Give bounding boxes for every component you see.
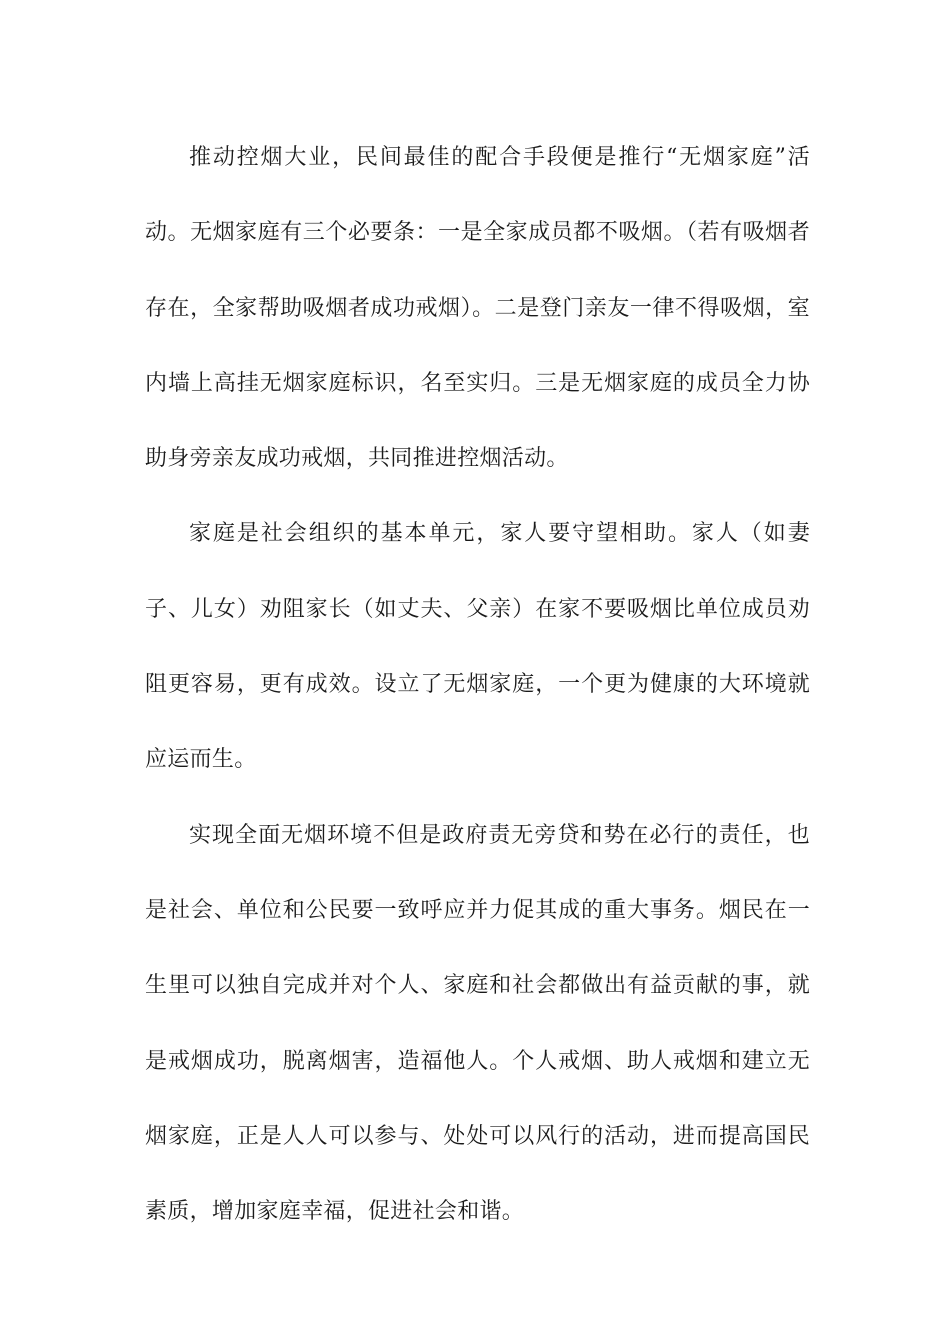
paragraph-3: 实现全面无烟环境不但是政府责无旁贷和势在必行的责任，也是社会、单位和公民要一致呼应并力促其成的重大事务。烟民在一生里可以独自完成并对个人、家庭和社会都做出有益贡献的事，就是戒烟成功，脱离烟害，造福他人。个人戒烟、助人戒烟和建立无烟家庭，正是人人可以参与、处处可以风行的活动，进而提高国民素质，增加家庭幸福，促进社会和谐。 [145, 822, 810, 1225]
paragraph-2: 家庭是社会组织的基本单元，家人要守望相助。家人（如妻子、儿女）劝阻家长（如丈夫、父亲）在家不要吸烟比单位成员劝阻更容易，更有成效。设立了无烟家庭，一个更为健康的大环境就应运而生。 [145, 521, 810, 773]
document-body [145, 120, 810, 1249]
paragraph-1: 推动控烟大业，民间最佳的配合手段便是推行“无烟家庭”活动。无烟家庭有三个必要条：一是全家成员都不吸烟。（若有吸烟者存在，全家帮助吸烟者成功戒烟）。二是登门亲友一律不得吸烟，室内墙上高挂无烟家庭标识，名至实归。三是无烟家庭的成员全力协助身旁亲友成功戒烟，共同推进控烟活动。 [145, 145, 810, 472]
